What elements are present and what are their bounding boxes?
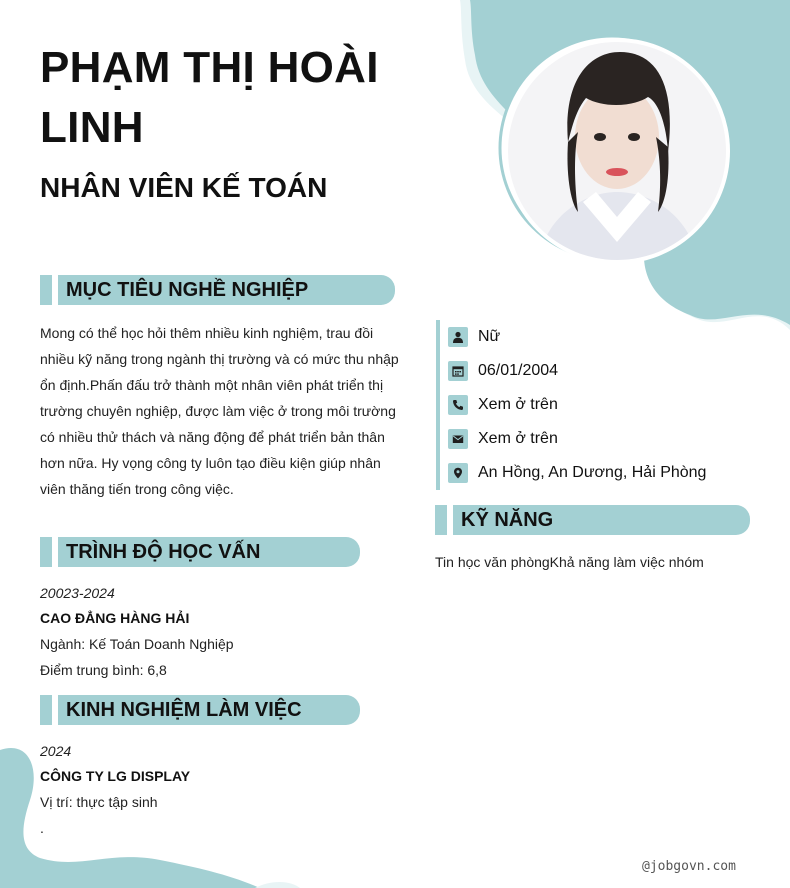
contact-email [448, 422, 768, 456]
skills-heading [435, 505, 750, 535]
contact-address [448, 456, 768, 490]
calendar-icon [448, 361, 468, 381]
contact-birthdate [448, 354, 768, 388]
person-icon [448, 327, 468, 347]
contact-gender [448, 320, 768, 354]
education-heading [40, 537, 360, 567]
experience-heading [40, 695, 360, 725]
education-gpa: Điểm trung bình: 6,8 [40, 662, 167, 678]
contact-gender-text: Nữ [478, 328, 501, 345]
profile-photo [504, 38, 730, 264]
objective-heading-text: MỤC TIÊU NGHỀ NGHIỆP [66, 279, 309, 301]
location-pin-icon [448, 463, 468, 483]
mail-icon [448, 429, 468, 449]
education-period: 20023-2024 [40, 585, 115, 601]
education-major: Ngành: Kế Toán Doanh Nghiệp [40, 636, 234, 652]
contact-address-text: An Hồng, An Dương, Hải Phòng [478, 464, 707, 481]
experience-note: . [40, 820, 44, 836]
objective-heading [40, 275, 395, 305]
skills-text: Tin học văn phòngKhả năng làm việc nhóm [435, 554, 704, 570]
job-title: NHÂN VIÊN KẾ TOÁN [40, 172, 328, 203]
experience-period: 2024 [40, 743, 72, 759]
experience-company: CÔNG TY LG DISPLAY [40, 768, 191, 784]
skills-heading-text: KỸ NĂNG [461, 509, 554, 531]
education-entry [40, 584, 400, 684]
experience-heading-text: KINH NGHIỆM LÀM VIỆC [66, 699, 302, 721]
candidate-name: PHẠM THỊ HOÀI LINH [40, 43, 379, 152]
objective-text: Mong có thể học hỏi thêm nhiều kinh nghiệm, trau đồi nhiều kỹ năng trong ngành thị trường và có mức thu nhập ổn định.Phấn đấu trở thành một nhân viên phát triển thị trường chuyên nghiệp, được làm việc ở trong môi trường có nhiều thử thách và năng động để phát triển bản thân hơn nữa. Hy vọng công ty luôn tạo điều kiện giúp nhân viên thăng tiến trong công việc. [40, 325, 399, 497]
contact-list [436, 320, 768, 490]
education-heading-text: TRÌNH ĐỘ HỌC VẤN [66, 541, 261, 563]
contact-phone-text: Xem ở trên [478, 396, 558, 413]
education-school: CAO ĐẲNG HÀNG HẢI [40, 610, 190, 626]
phone-icon [448, 395, 468, 415]
experience-position: Vị trí: thực tập sinh [40, 794, 158, 810]
contact-phone [448, 388, 768, 422]
experience-entry [40, 742, 400, 842]
watermark: @jobgovn.com [642, 859, 736, 874]
contact-birthdate-text: 06/01/2004 [478, 362, 559, 379]
contact-email-text: Xem ở trên [478, 430, 558, 447]
